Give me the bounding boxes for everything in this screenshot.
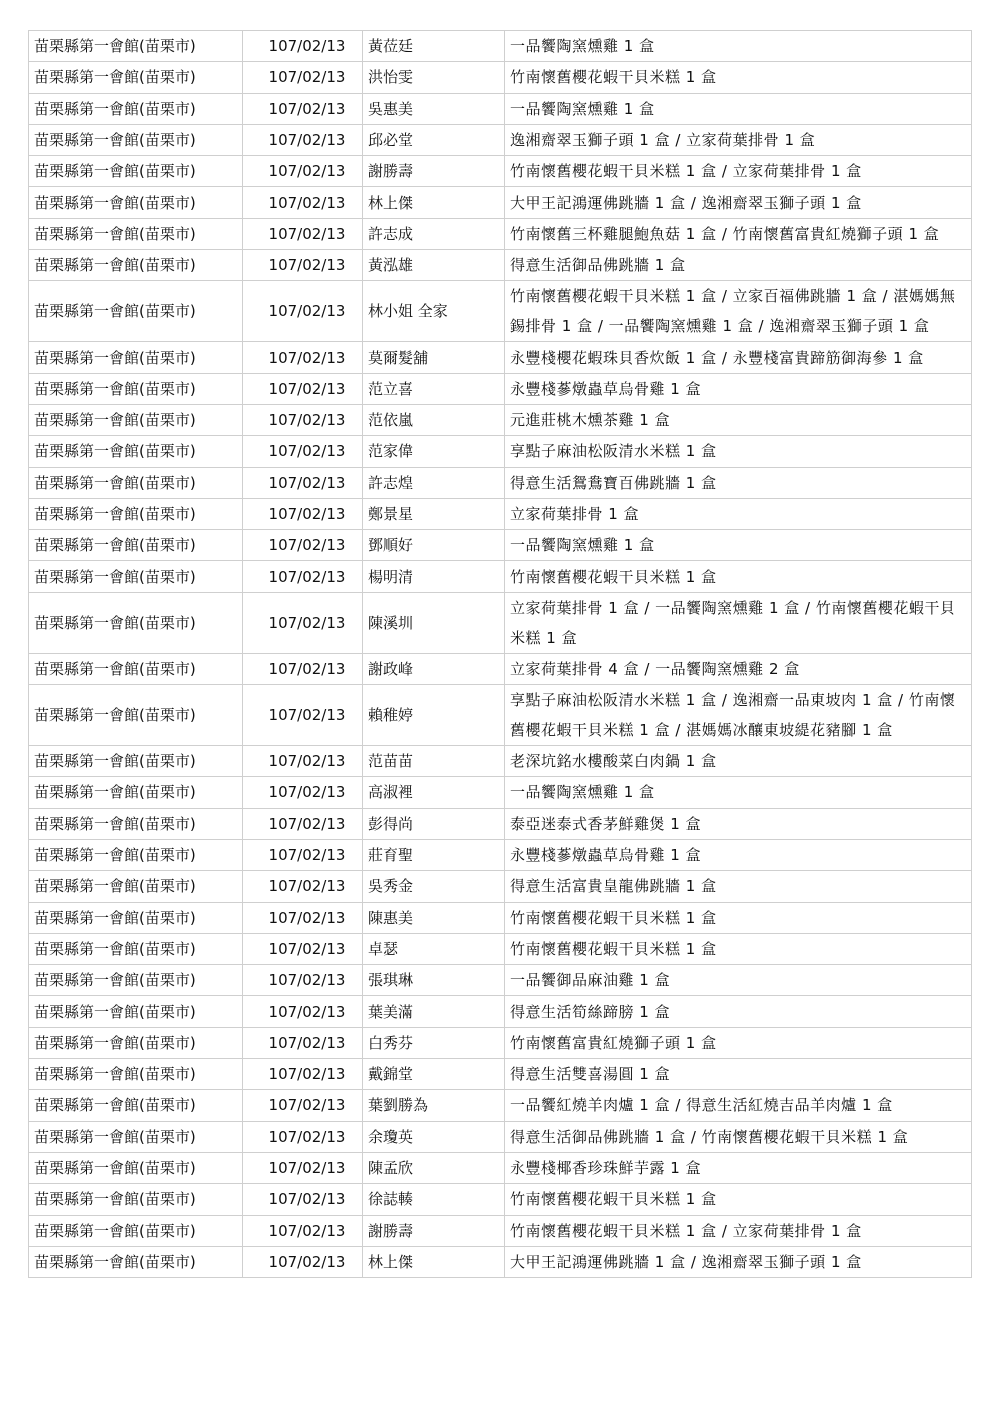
donor-name-cell: 余瓊英: [363, 1121, 505, 1152]
date-cell: 107/02/13: [243, 124, 363, 155]
items-cell: 泰亞迷泰式香茅鮮雞煲 1 盒: [505, 808, 972, 839]
items-cell: 竹南懷舊櫻花蝦干貝米糕 1 盒: [505, 1184, 972, 1215]
donor-name-cell: 陳溪圳: [363, 592, 505, 653]
venue-cell: 苗栗縣第一會館(苗栗市): [29, 653, 243, 684]
date-cell: 107/02/13: [243, 996, 363, 1027]
table-row: [29, 281, 972, 342]
donor-name-cell: 戴錦堂: [363, 1059, 505, 1090]
items-cell: 永豐棧櫻花蝦珠貝香炊飯 1 盒 / 永豐棧富貴蹄筋御海參 1 盒: [505, 342, 972, 373]
donor-name-cell: 莊育聖: [363, 839, 505, 870]
venue-cell: 苗栗縣第一會館(苗栗市): [29, 592, 243, 653]
date-cell: 107/02/13: [243, 281, 363, 342]
venue-cell: 苗栗縣第一會館(苗栗市): [29, 1027, 243, 1058]
table-row: [29, 871, 972, 902]
date-cell: 107/02/13: [243, 1215, 363, 1246]
donor-name-cell: 鄭景星: [363, 498, 505, 529]
donor-name-cell: 邱必堂: [363, 124, 505, 155]
items-cell: 立家荷葉排骨 1 盒: [505, 498, 972, 529]
venue-cell: 苗栗縣第一會館(苗栗市): [29, 281, 243, 342]
date-cell: 107/02/13: [243, 808, 363, 839]
items-cell: 永豐棧椰香珍珠鮮芋露 1 盒: [505, 1152, 972, 1183]
venue-cell: 苗栗縣第一會館(苗栗市): [29, 777, 243, 808]
donor-name-cell: 謝勝壽: [363, 1215, 505, 1246]
venue-cell: 苗栗縣第一會館(苗栗市): [29, 1215, 243, 1246]
date-cell: 107/02/13: [243, 218, 363, 249]
donor-name-cell: 賴稚婷: [363, 685, 505, 746]
donor-name-cell: 卓瑟: [363, 933, 505, 964]
donor-name-cell: 葉美滿: [363, 996, 505, 1027]
date-cell: 107/02/13: [243, 1246, 363, 1277]
date-cell: 107/02/13: [243, 342, 363, 373]
donor-name-cell: 楊明清: [363, 561, 505, 592]
date-cell: 107/02/13: [243, 187, 363, 218]
items-cell: 竹南懷舊櫻花蝦干貝米糕 1 盒: [505, 902, 972, 933]
table-row: [29, 1121, 972, 1152]
venue-cell: 苗栗縣第一會館(苗栗市): [29, 1121, 243, 1152]
venue-cell: 苗栗縣第一會館(苗栗市): [29, 1184, 243, 1215]
table-row: [29, 250, 972, 281]
items-cell: 竹南懷舊富貴紅燒獅子頭 1 盒: [505, 1027, 972, 1058]
venue-cell: 苗栗縣第一會館(苗栗市): [29, 1059, 243, 1090]
venue-cell: 苗栗縣第一會館(苗栗市): [29, 373, 243, 404]
items-cell: 大甲王記鴻運佛跳牆 1 盒 / 逸湘齋翠玉獅子頭 1 盒: [505, 187, 972, 218]
date-cell: 107/02/13: [243, 1059, 363, 1090]
venue-cell: 苗栗縣第一會館(苗栗市): [29, 746, 243, 777]
venue-cell: 苗栗縣第一會館(苗栗市): [29, 902, 243, 933]
donor-name-cell: 謝勝壽: [363, 156, 505, 187]
items-cell: 立家荷葉排骨 4 盒 / 一品饗陶窯燻雞 2 盒: [505, 653, 972, 684]
items-cell: 一品饗陶窯燻雞 1 盒: [505, 777, 972, 808]
items-cell: 永豐棧蔘燉蟲草烏骨雞 1 盒: [505, 839, 972, 870]
date-cell: 107/02/13: [243, 404, 363, 435]
items-cell: 一品饗紅燒羊肉爐 1 盒 / 得意生活紅燒吉品羊肉爐 1 盒: [505, 1090, 972, 1121]
venue-cell: 苗栗縣第一會館(苗栗市): [29, 561, 243, 592]
donor-name-cell: 張琪琳: [363, 965, 505, 996]
table-body: [29, 31, 972, 1278]
venue-cell: 苗栗縣第一會館(苗栗市): [29, 808, 243, 839]
table-row: [29, 685, 972, 746]
date-cell: 107/02/13: [243, 902, 363, 933]
items-cell: 竹南懷舊櫻花蝦干貝米糕 1 盒 / 立家荷葉排骨 1 盒: [505, 1215, 972, 1246]
table-row: [29, 467, 972, 498]
date-cell: 107/02/13: [243, 373, 363, 404]
items-cell: 得意生活鴛鴦寶百佛跳牆 1 盒: [505, 467, 972, 498]
donor-name-cell: 白秀芬: [363, 1027, 505, 1058]
items-cell: 竹南懷舊櫻花蝦干貝米糕 1 盒 / 立家百福佛跳牆 1 盒 / 湛媽媽無錫排骨 1 盒 / 一品饗陶窯燻雞 1 盒 / 逸湘齋翠玉獅子頭 1 盒: [505, 281, 972, 342]
items-cell: 竹南懷舊櫻花蝦干貝米糕 1 盒 / 立家荷葉排骨 1 盒: [505, 156, 972, 187]
table-row: [29, 902, 972, 933]
venue-cell: 苗栗縣第一會館(苗栗市): [29, 342, 243, 373]
donor-name-cell: 林小姐 全家: [363, 281, 505, 342]
venue-cell: 苗栗縣第一會館(苗栗市): [29, 685, 243, 746]
date-cell: 107/02/13: [243, 467, 363, 498]
donor-name-cell: 范家偉: [363, 436, 505, 467]
date-cell: 107/02/13: [243, 156, 363, 187]
donor-name-cell: 黃莅廷: [363, 31, 505, 62]
date-cell: 107/02/13: [243, 31, 363, 62]
items-cell: 一品饗陶窯燻雞 1 盒: [505, 31, 972, 62]
donor-name-cell: 鄧順好: [363, 530, 505, 561]
table-row: [29, 498, 972, 529]
date-cell: 107/02/13: [243, 561, 363, 592]
donor-name-cell: 高淑裡: [363, 777, 505, 808]
date-cell: 107/02/13: [243, 1121, 363, 1152]
table-row: [29, 530, 972, 561]
date-cell: 107/02/13: [243, 1184, 363, 1215]
items-cell: 得意生活御品佛跳牆 1 盒: [505, 250, 972, 281]
venue-cell: 苗栗縣第一會館(苗栗市): [29, 218, 243, 249]
donor-name-cell: 吳惠美: [363, 93, 505, 124]
table-row: [29, 404, 972, 435]
donation-table: [28, 30, 972, 1278]
venue-cell: 苗栗縣第一會館(苗栗市): [29, 871, 243, 902]
venue-cell: 苗栗縣第一會館(苗栗市): [29, 965, 243, 996]
table-row: [29, 839, 972, 870]
items-cell: 老深坑銘水樓酸菜白肉鍋 1 盒: [505, 746, 972, 777]
items-cell: 得意生活御品佛跳牆 1 盒 / 竹南懷舊櫻花蝦干貝米糕 1 盒: [505, 1121, 972, 1152]
items-cell: 立家荷葉排骨 1 盒 / 一品饗陶窯燻雞 1 盒 / 竹南懷舊櫻花蝦干貝米糕 1 盒: [505, 592, 972, 653]
date-cell: 107/02/13: [243, 653, 363, 684]
date-cell: 107/02/13: [243, 871, 363, 902]
table-row: [29, 1184, 972, 1215]
table-row: [29, 218, 972, 249]
table-row: [29, 62, 972, 93]
venue-cell: 苗栗縣第一會館(苗栗市): [29, 124, 243, 155]
items-cell: 竹南懷舊櫻花蝦干貝米糕 1 盒: [505, 62, 972, 93]
items-cell: 元進莊桃木燻茶雞 1 盒: [505, 404, 972, 435]
donor-name-cell: 徐誌輳: [363, 1184, 505, 1215]
donor-name-cell: 黃泓雄: [363, 250, 505, 281]
venue-cell: 苗栗縣第一會館(苗栗市): [29, 498, 243, 529]
items-cell: 得意生活雙喜湯圓 1 盒: [505, 1059, 972, 1090]
table-row: [29, 124, 972, 155]
date-cell: 107/02/13: [243, 93, 363, 124]
venue-cell: 苗栗縣第一會館(苗栗市): [29, 839, 243, 870]
venue-cell: 苗栗縣第一會館(苗栗市): [29, 250, 243, 281]
venue-cell: 苗栗縣第一會館(苗栗市): [29, 156, 243, 187]
table-row: [29, 746, 972, 777]
table-row: [29, 1215, 972, 1246]
venue-cell: 苗栗縣第一會館(苗栗市): [29, 467, 243, 498]
table-row: [29, 1027, 972, 1058]
donor-name-cell: 陳惠美: [363, 902, 505, 933]
date-cell: 107/02/13: [243, 1152, 363, 1183]
date-cell: 107/02/13: [243, 498, 363, 529]
venue-cell: 苗栗縣第一會館(苗栗市): [29, 933, 243, 964]
donor-name-cell: 葉劉勝為: [363, 1090, 505, 1121]
donor-name-cell: 莫爾髮舖: [363, 342, 505, 373]
items-cell: 大甲王記鴻運佛跳牆 1 盒 / 逸湘齋翠玉獅子頭 1 盒: [505, 1246, 972, 1277]
table-row: [29, 436, 972, 467]
table-row: [29, 561, 972, 592]
table-row: [29, 1059, 972, 1090]
items-cell: 享點子麻油松阪清水米糕 1 盒: [505, 436, 972, 467]
table-row: [29, 592, 972, 653]
items-cell: 一品饗陶窯燻雞 1 盒: [505, 530, 972, 561]
date-cell: 107/02/13: [243, 933, 363, 964]
donor-name-cell: 陳孟欣: [363, 1152, 505, 1183]
donor-name-cell: 林上傑: [363, 187, 505, 218]
venue-cell: 苗栗縣第一會館(苗栗市): [29, 62, 243, 93]
donor-name-cell: 彭得尚: [363, 808, 505, 839]
table-row: [29, 187, 972, 218]
items-cell: 竹南懷舊櫻花蝦干貝米糕 1 盒: [505, 933, 972, 964]
table-row: [29, 373, 972, 404]
table-row: [29, 1152, 972, 1183]
table-row: [29, 965, 972, 996]
venue-cell: 苗栗縣第一會館(苗栗市): [29, 996, 243, 1027]
items-cell: 享點子麻油松阪清水米糕 1 盒 / 逸湘齋一品東坡肉 1 盒 / 竹南懷舊櫻花蝦干貝米糕 1 盒 / 湛媽媽冰釀東坡緹花豬腳 1 盒: [505, 685, 972, 746]
table-row: [29, 653, 972, 684]
donor-name-cell: 吳秀金: [363, 871, 505, 902]
table-row: [29, 1090, 972, 1121]
date-cell: 107/02/13: [243, 839, 363, 870]
donor-name-cell: 謝政峰: [363, 653, 505, 684]
donor-name-cell: 范苗苗: [363, 746, 505, 777]
donor-name-cell: 許志煌: [363, 467, 505, 498]
table-row: [29, 996, 972, 1027]
items-cell: 永豐棧蔘燉蟲草烏骨雞 1 盒: [505, 373, 972, 404]
venue-cell: 苗栗縣第一會館(苗栗市): [29, 404, 243, 435]
date-cell: 107/02/13: [243, 1027, 363, 1058]
table-row: [29, 1246, 972, 1277]
date-cell: 107/02/13: [243, 250, 363, 281]
table-row: [29, 93, 972, 124]
table-row: [29, 156, 972, 187]
items-cell: 一品饗陶窯燻雞 1 盒: [505, 93, 972, 124]
table-row: [29, 31, 972, 62]
date-cell: 107/02/13: [243, 530, 363, 561]
date-cell: 107/02/13: [243, 592, 363, 653]
items-cell: 竹南懷舊櫻花蝦干貝米糕 1 盒: [505, 561, 972, 592]
table-row: [29, 933, 972, 964]
date-cell: 107/02/13: [243, 965, 363, 996]
venue-cell: 苗栗縣第一會館(苗栗市): [29, 1246, 243, 1277]
table-row: [29, 342, 972, 373]
table-row: [29, 808, 972, 839]
items-cell: 得意生活富貴皇龍佛跳牆 1 盒: [505, 871, 972, 902]
items-cell: 逸湘齋翠玉獅子頭 1 盒 / 立家荷葉排骨 1 盒: [505, 124, 972, 155]
venue-cell: 苗栗縣第一會館(苗栗市): [29, 31, 243, 62]
venue-cell: 苗栗縣第一會館(苗栗市): [29, 1090, 243, 1121]
date-cell: 107/02/13: [243, 777, 363, 808]
venue-cell: 苗栗縣第一會館(苗栗市): [29, 530, 243, 561]
donor-name-cell: 林上傑: [363, 1246, 505, 1277]
date-cell: 107/02/13: [243, 685, 363, 746]
donor-name-cell: 許志成: [363, 218, 505, 249]
items-cell: 得意生活筍絲蹄膀 1 盒: [505, 996, 972, 1027]
venue-cell: 苗栗縣第一會館(苗栗市): [29, 1152, 243, 1183]
date-cell: 107/02/13: [243, 1090, 363, 1121]
date-cell: 107/02/13: [243, 436, 363, 467]
donor-name-cell: 洪怡雯: [363, 62, 505, 93]
donation-table-sheet: [28, 30, 971, 1278]
date-cell: 107/02/13: [243, 62, 363, 93]
venue-cell: 苗栗縣第一會館(苗栗市): [29, 436, 243, 467]
venue-cell: 苗栗縣第一會館(苗栗市): [29, 187, 243, 218]
table-row: [29, 777, 972, 808]
items-cell: 竹南懷舊三杯雞腿鮑魚菇 1 盒 / 竹南懷舊富貴紅燒獅子頭 1 盒: [505, 218, 972, 249]
date-cell: 107/02/13: [243, 746, 363, 777]
donor-name-cell: 范立喜: [363, 373, 505, 404]
donor-name-cell: 范依嵐: [363, 404, 505, 435]
venue-cell: 苗栗縣第一會館(苗栗市): [29, 93, 243, 124]
items-cell: 一品饗御品麻油雞 1 盒: [505, 965, 972, 996]
